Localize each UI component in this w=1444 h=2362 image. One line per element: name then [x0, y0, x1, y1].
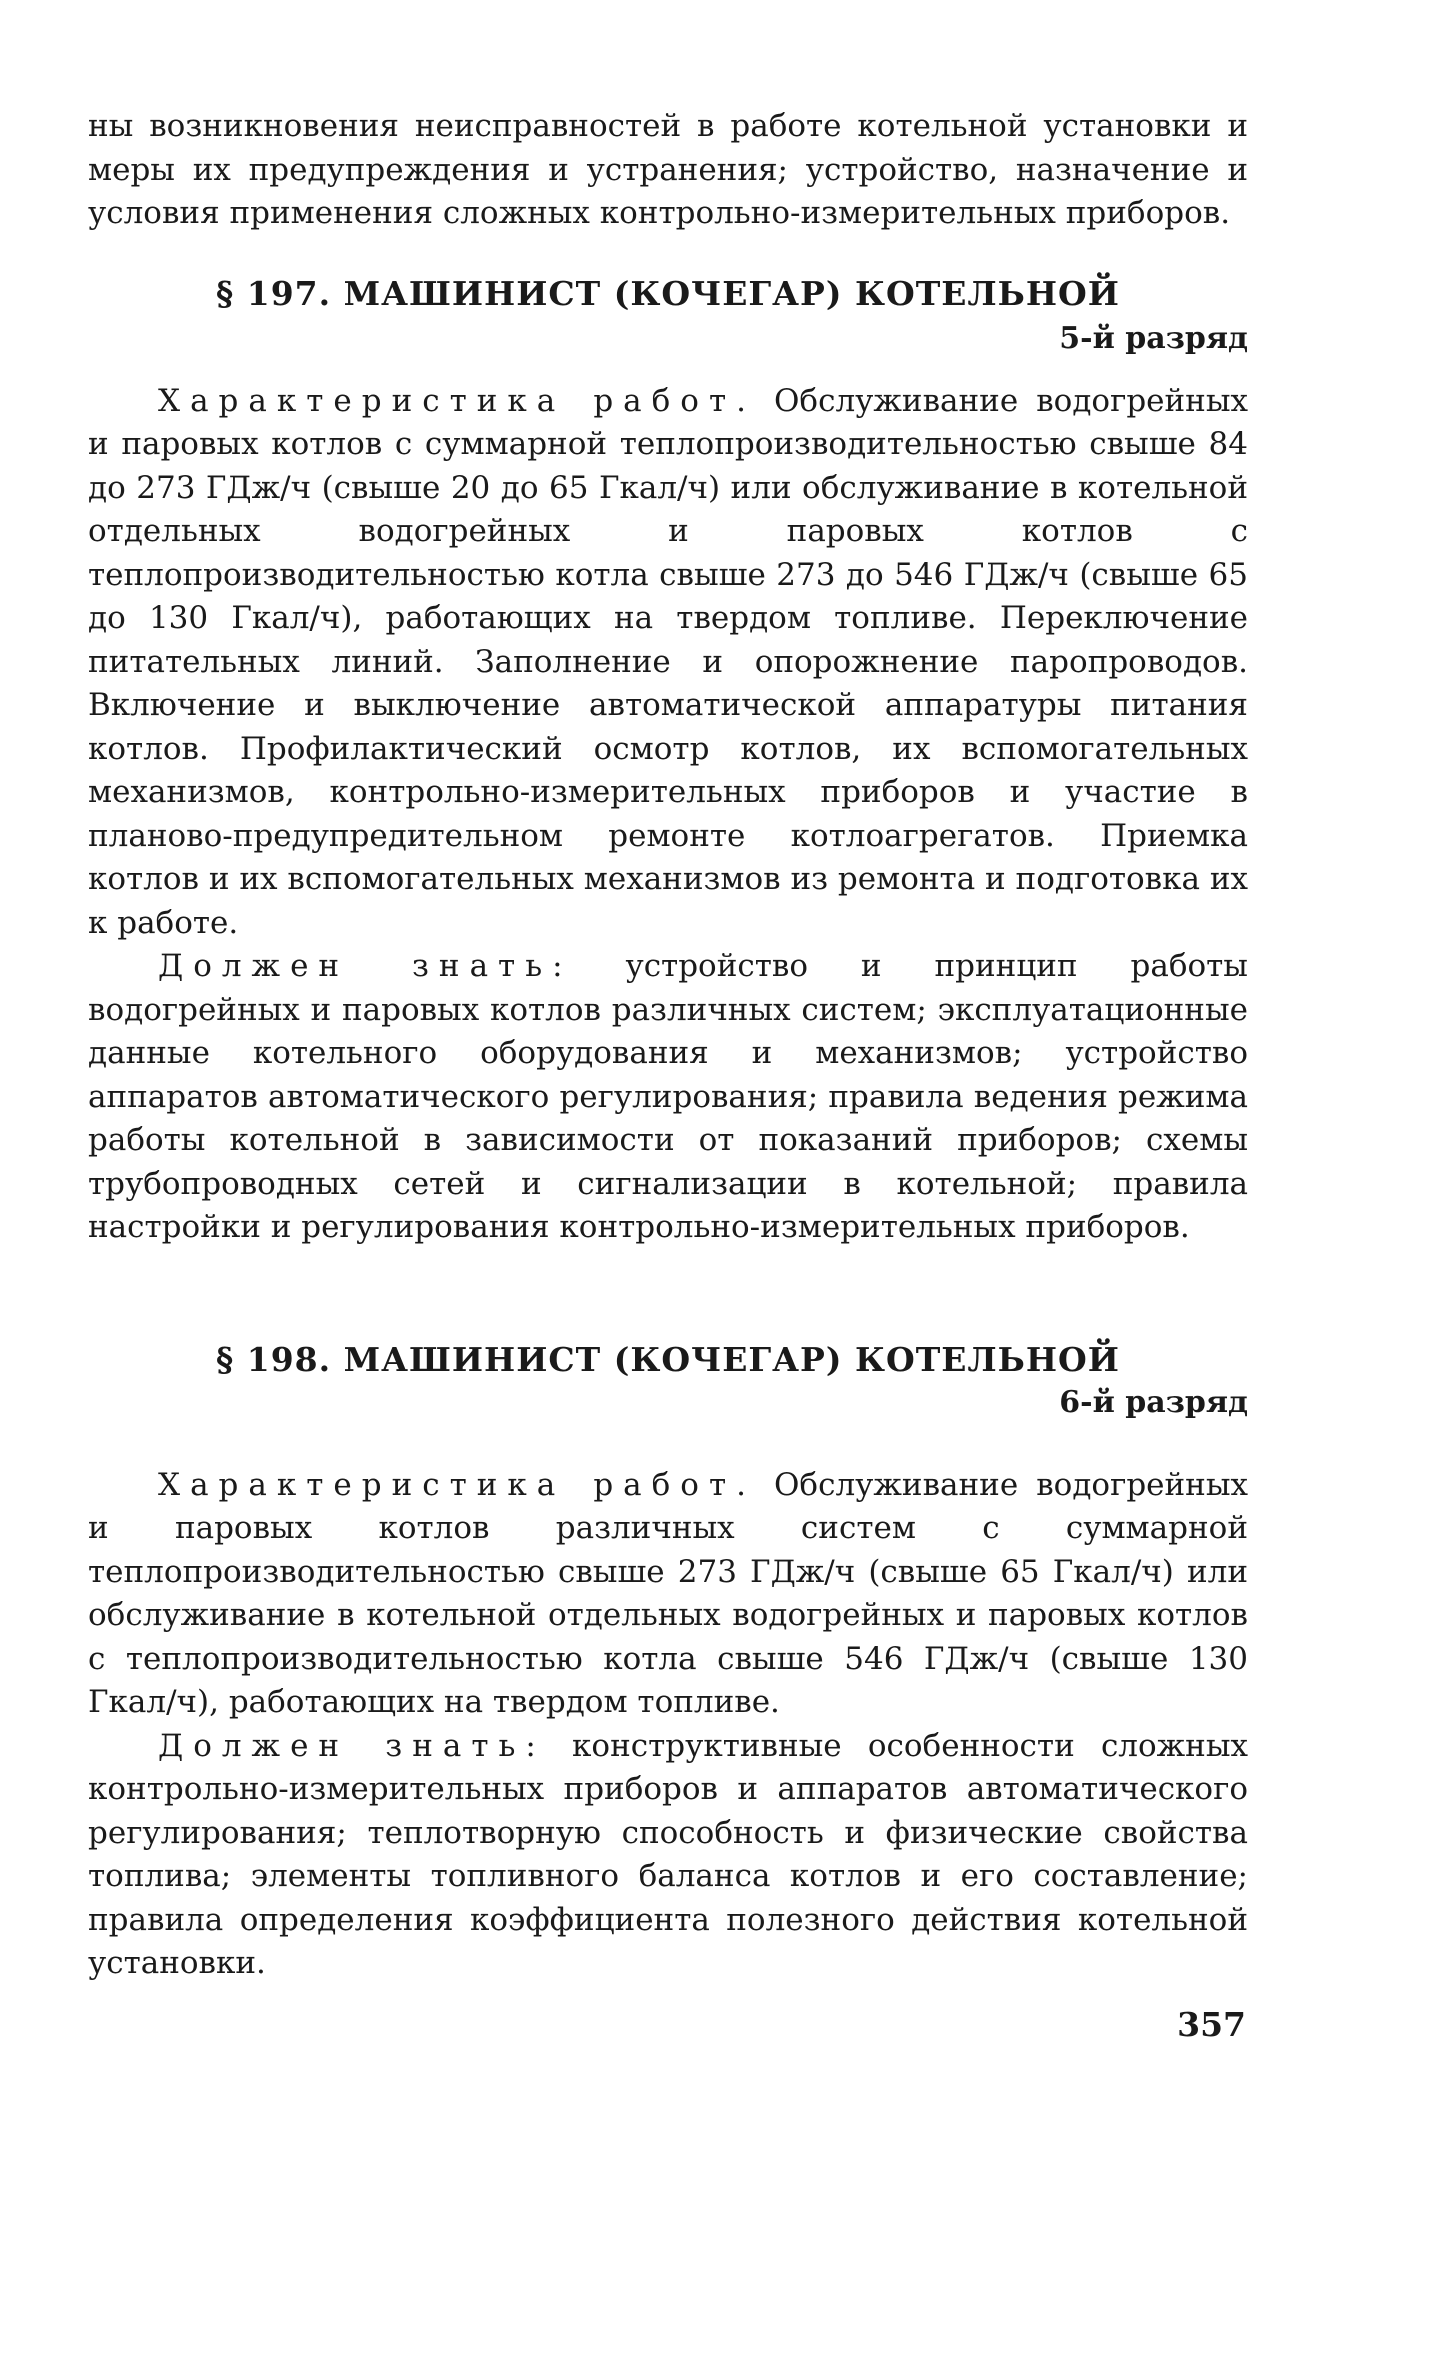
page-number: 357	[1177, 2005, 1246, 2044]
section-198-work-text: Обслуживание водогрейных и паровых котлов различных систем с суммарной теплопроизводительностью свыше 273 ГДж/ч (свыше 65 Гкал/ч) или обслуживание в котельной отдельных водогрейных и паровых котлов с теплопроизводительностью котла свыше 546 ГДж/ч (свыше 130 Гкал/ч), работающих на твердом топливе.	[88, 1466, 1248, 1720]
section-197-know-text: устройство и принцип работы водогрейных и паровых котлов различных систем; эксплуатационные данные котельного оборудования и механизмов; устройство аппаратов автоматического регулирования; правила ведения режима работы котельной в зависимости от показаний приборов; схемы трубопроводных сетей и сигнализации в котельной; правила настройки и регулирования контрольно-измерительных приборов.	[88, 948, 1248, 1245]
section-197-know-label: Должен знать:	[158, 948, 573, 984]
section-197-grade: 5-й разряд	[1059, 320, 1248, 356]
section-197-know-paragraph	[88, 945, 1248, 1250]
section-198-work-label: Характеристика работ.	[158, 1466, 756, 1503]
section-198-know-label: Должен знать:	[158, 1727, 546, 1764]
section-198-heading: § 198. МАШИНИСТ (КОЧЕГАР) КОТЕЛЬНОЙ	[216, 1339, 1120, 1379]
section-198-grade: 6-й разряд	[1059, 1384, 1248, 1420]
section-197-work-label: Характеристика работ.	[158, 382, 756, 419]
section-198-know-text: конструктивные особенности сложных контрольно-измерительных приборов и аппаратов автоматического регулирования; теплотворную способность и физические свойства топлива; элементы топливного баланса котлов и его составление; правила определения коэффициента полезного действия котельной установки.	[88, 1727, 1248, 1981]
section-198-know-paragraph	[88, 1725, 1248, 1986]
section-197-work-text: Обслуживание водогрейных и паровых котлов с суммарной теплопроизводительностью свыше 84 до 273 ГДж/ч (свыше 20 до 65 Гкал/ч) или обслуживание в котельной отдельных водогрейных и паровых котлов с теплопроизводительностью котла свыше 273 до 546 ГДж/ч (свыше 65 до 130 Гкал/ч), работающих на твердом топливе. Переключение питательных линий. Заполнение и опорожнение паропроводов. Включение и выключение автоматической аппаратуры питания котлов. Профилактический осмотр котлов, их вспомогательных механизмов, контрольно-измерительных приборов и участие в планово-предупредительном ремонте котлоагрегатов. Приемка котлов и их вспомогательных механизмов из ремонта и подготовка их к работе.	[88, 382, 1248, 941]
section-198-work-paragraph	[88, 1464, 1248, 1725]
section-197-work-paragraph	[88, 380, 1248, 946]
intro-paragraph: ны возникновения неисправностей в работе котельной установки и меры их предупреждения и устранения; устройство, назначение и условия применения сложных контрольно-измерительных приборов.	[88, 108, 1248, 231]
section-197-heading: § 197. МАШИНИСТ (КОЧЕГАР) КОТЕЛЬНОЙ	[216, 273, 1120, 313]
book-page	[88, 105, 1248, 1986]
